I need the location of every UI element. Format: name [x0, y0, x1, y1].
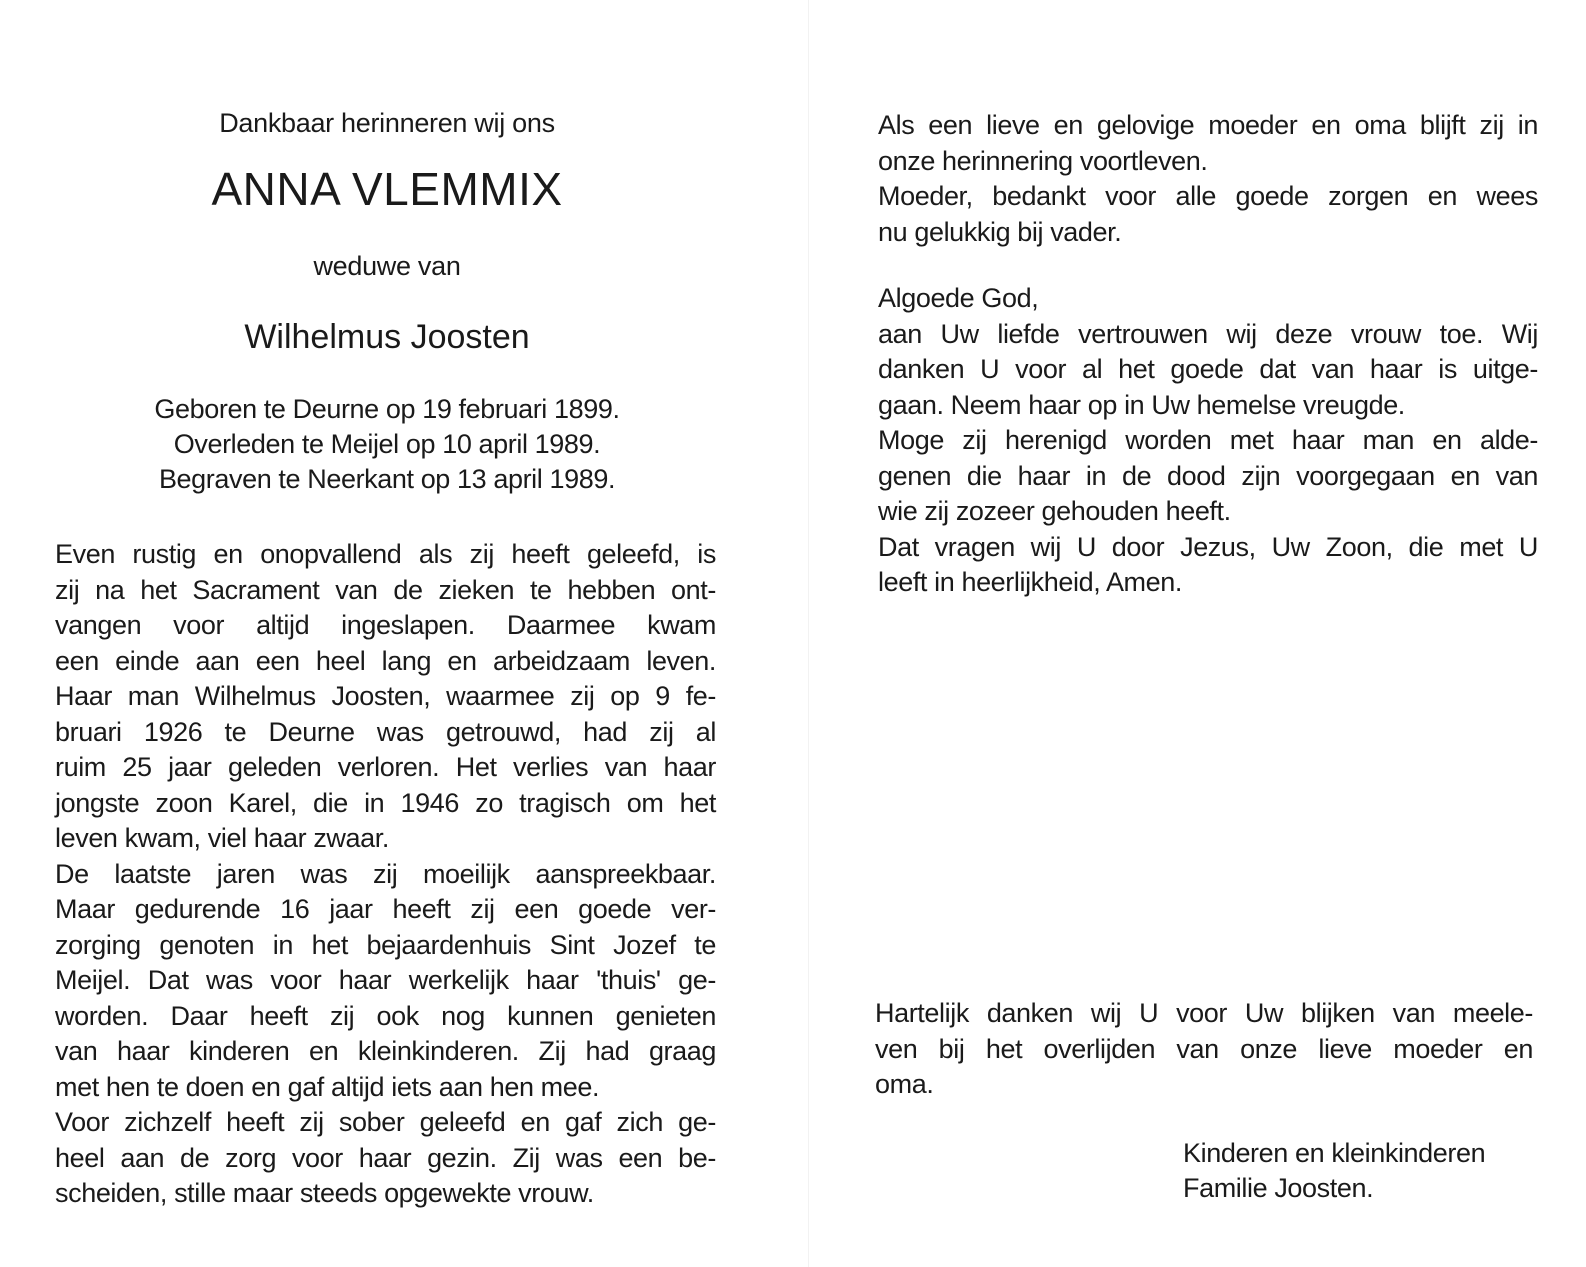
biography-line: De laatste jaren was zij moeilijk aanspreekbaar. [55, 858, 716, 889]
thanks-line: ven bij het overlijden van onze lieve moeder en [875, 1033, 1533, 1064]
prayer-line: Dat vragen wij U door Jezus, Uw Zoon, die met U [878, 531, 1538, 562]
biography-line: heel aan de zorg voor haar gezin. Zij was een be- [55, 1142, 716, 1173]
death-date-line: Overleden te Meijel op 10 april 1989. [173, 429, 601, 459]
family-signature [1183, 1136, 1485, 1206]
thanks-line: Hartelijk danken wij U voor Uw blijken van meele- [875, 998, 1533, 1028]
biography-line: Voor zichzelf heeft zij sober geleefd en gaf zich ge- [55, 1107, 716, 1137]
biography-line: jongste zoon Karel, die in 1946 zo tragisch om het [55, 787, 716, 818]
biography-line: van haar kinderen en kleinkinderen. Zij had graag [55, 1036, 716, 1066]
burial-date-line: Begraven te Neerkant op 13 april 1989. [158, 464, 616, 494]
card-fold-line [808, 0, 809, 1267]
right-page [875, 0, 1540, 1267]
memory-line: Moeder, bedankt voor alle goede zorgen en wees [878, 181, 1538, 211]
biography-line: met hen te doen en gaf altijd iets aan hen mee. [55, 1071, 600, 1102]
prayer-line: aan Uw liefde vertrouwen wij deze vrouw toe. Wij [878, 318, 1538, 349]
biography-line: Even rustig en onopvallend als zij heeft geleefd, is [55, 539, 716, 569]
biography-line: ruim 25 jaar geleden verloren. Het verlies van haar [55, 752, 716, 782]
birth-date-line: Geboren te Deurne op 19 februari 1899. [154, 394, 620, 424]
biography-line: worden. Daar heeft zij ook nog kunnen genieten [55, 1000, 716, 1031]
intro-text: Dankbaar herinneren wij ons [219, 108, 555, 138]
biography-line: scheiden, stille maar steeds opgewekte vrouw. [55, 1178, 594, 1208]
prayer-line: wie zij zozeer gehouden heeft. [878, 496, 1231, 526]
biography-paragraph [55, 537, 716, 1212]
life-dates [55, 392, 719, 497]
prayer-line: Moge zij herenigd worden met haar man en alde- [878, 425, 1538, 455]
biography-line: Meijel. Dat was voor haar werkelijk haar 'thuis' ge- [55, 965, 716, 995]
prayer-line: leeft in heerlijkheid, Amen. [878, 567, 1182, 597]
signature-line: Kinderen en kleinkinderen [1183, 1138, 1486, 1168]
biography-line: Haar man Wilhelmus Joosten, waarmee zij op 9 fe- [55, 681, 716, 711]
signature-line: Familie Joosten. [1183, 1173, 1374, 1203]
biography-line: bruari 1926 te Deurne was getrouwd, had zij al [55, 716, 716, 747]
prayer-line: danken U voor al het goede dat van haar is uitge- [878, 354, 1538, 384]
thanks-line: oma. [875, 1069, 934, 1099]
left-page [55, 0, 719, 1267]
biography-line: vangen voor altijd ingeslapen. Daarmee kwam [55, 610, 716, 640]
widow-of-text: weduwe van [313, 251, 461, 281]
biography-line: leven kwam, viel haar zwaar. [55, 823, 389, 853]
biography-line: zij na het Sacrament van de zieken te hebben ont- [55, 574, 716, 605]
prayer-line: genen die haar in de dood zijn voorgegaan en van [878, 460, 1538, 491]
prayer-line: gaan. Neem haar op in Uw hemelse vreugde. [878, 389, 1405, 420]
biography-line: zorging genoten in het bejaardenhuis Sint Jozef te [55, 929, 716, 960]
memory-line: onze herinnering voortleven. [878, 145, 1208, 176]
biography-line: Maar gedurende 16 jaar heeft zij een goede ver- [55, 894, 716, 924]
prayer-line: Algoede God, [878, 283, 1039, 313]
biography-line: een einde aan een heel lang en arbeidzaam leven. [55, 645, 716, 676]
deceased-name: ANNA VLEMMIX [211, 163, 563, 215]
prayer-paragraph [878, 281, 1538, 601]
memory-line: nu gelukkig bij vader. [878, 216, 1122, 247]
memory-line: Als een lieve en gelovige moeder en oma blijft zij in [878, 110, 1538, 140]
memory-paragraph [878, 108, 1538, 250]
thanks-paragraph [875, 996, 1533, 1103]
spouse-name: Wilhelmus Joosten [244, 318, 530, 356]
